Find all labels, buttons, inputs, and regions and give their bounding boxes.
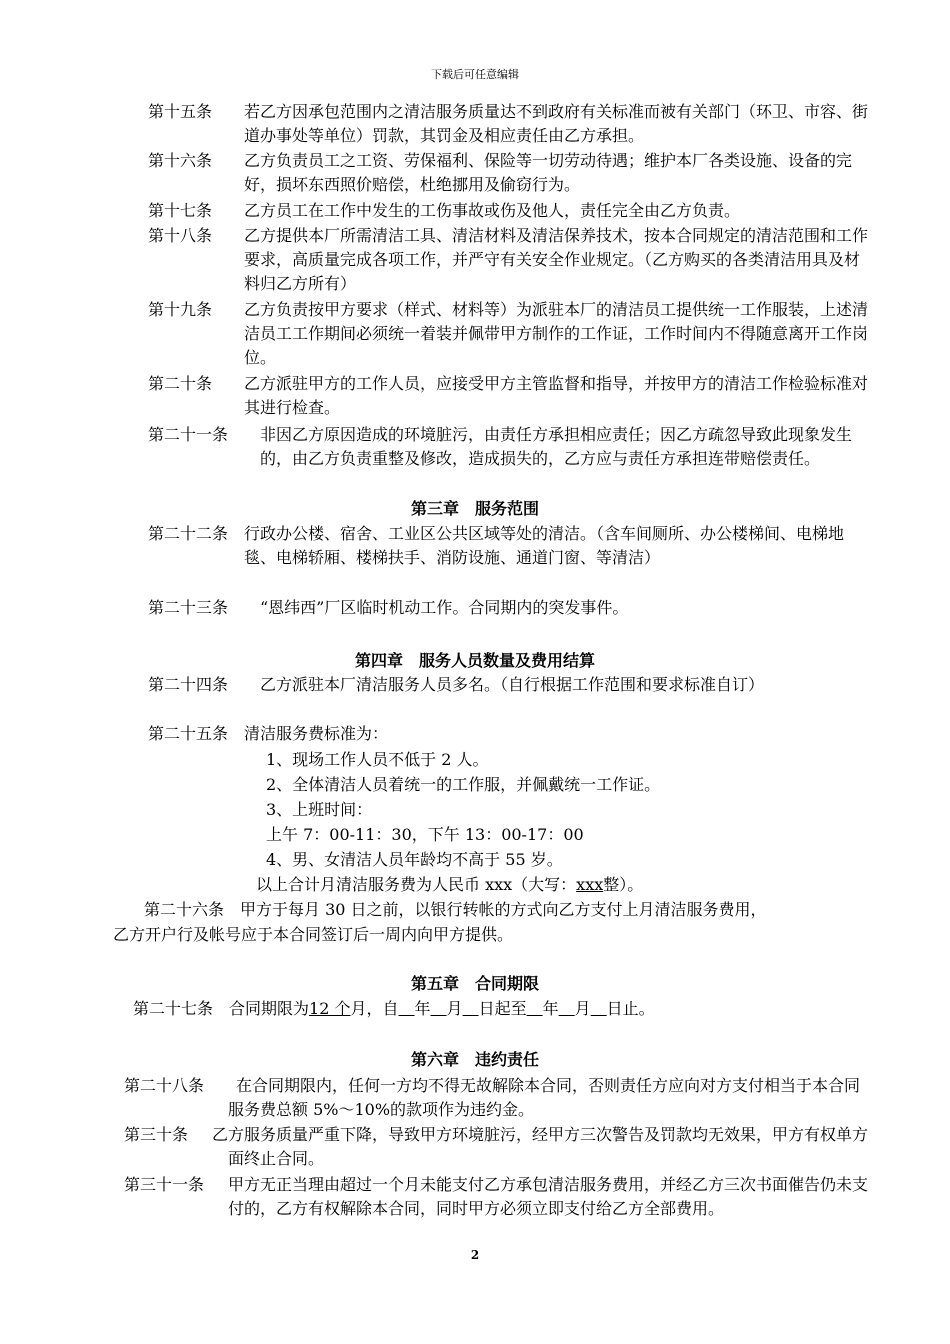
- page-number: 2: [470, 1248, 480, 1262]
- article-16: [148, 149, 868, 197]
- article-label: 第二十一条: [148, 425, 229, 444]
- article-25: [148, 722, 388, 746]
- article-text: 乙方负责员工之工资、劳保福利、保险等一切劳动待遇；维护本厂各类设施、设备的完好，损坏东西照价赔偿，杜绝挪用及偷窃行为。: [244, 151, 853, 194]
- article-21: [148, 423, 868, 471]
- article-23: [148, 596, 868, 620]
- total-fee-amount: xxx: [576, 875, 604, 894]
- total-fee-text: 以上合计月清洁服务费为人民币 xxx（大写：: [256, 875, 577, 894]
- article-label: 第十九条: [148, 300, 213, 319]
- article-text: “恩纬西”厂区临时机动工作。合同期内的突发事件。: [260, 598, 629, 617]
- list-item: 4、男、女清洁人员年龄均不高于 55 岁。: [266, 850, 563, 869]
- article-label: 第三十条: [124, 1125, 189, 1144]
- article-text: 乙方服务质量严重下降，导致甲方环境脏污，经甲方三次警告及罚款均无效果，甲方有权单方面终止合同。: [212, 1125, 869, 1168]
- article-label: 第二十条: [148, 374, 213, 393]
- article-label: 第十五条: [148, 102, 213, 121]
- article-31: [124, 1173, 870, 1221]
- article-text: 乙方提供本厂所需清洁工具、清洁材料及清洁保养技术，按本合同规定的清洁范围和工作要求，高质量完成各项工作，并严守有关安全作业规定。（乙方购买的各类清洁用具及材料归乙方所有）: [244, 226, 869, 293]
- article-label: 第二十二条: [148, 524, 229, 543]
- article-18: [148, 224, 868, 296]
- article-text: 非因乙方原因造成的环境脏污，由责任方承担相应责任；因乙方疏忽导致此现象发生的，由乙方负责重整及修改，造成损失的，乙方应与责任方承担连带赔偿责任。: [260, 425, 853, 468]
- article-label: 第三十一条: [124, 1175, 205, 1194]
- article-15: [148, 100, 868, 148]
- article-27: 第二十七条 合同期限为12 个月，自 年 月 日起至 年 月 日止。: [133, 999, 655, 1018]
- article-26-line-1: 第二十六条 甲方于每月 30 日之前，以银行转帐的方式向乙方支付上月清洁服务费用，: [144, 900, 767, 919]
- chapter-3-title: 第三章 服务范围: [410, 499, 539, 518]
- article-text: 乙方派驻甲方的工作人员，应接受甲方主管监督和指导，并按甲方的清洁工作检验标准对其进行检查。: [244, 374, 869, 417]
- chapter-4-title: 第四章 服务人员数量及费用结算: [354, 651, 595, 670]
- contract-months: 12 个: [309, 999, 351, 1018]
- article-label: 第十八条: [148, 226, 213, 245]
- article-22: [148, 522, 868, 570]
- article-26-line-2: 乙方开户行及帐号应于本合同签订后一周内向甲方提供。: [113, 925, 514, 944]
- article-17: [148, 199, 868, 223]
- article-label: 第二十三条: [148, 598, 229, 617]
- article-text: 在合同期限内，任何一方均不得无故解除本合同，否则责任方应向对方支付相当于本合同服务费总额 5%～10%的款项作为违约金。: [228, 1076, 861, 1119]
- list-item: 3、上班时间：: [266, 800, 373, 819]
- article-text: 甲方无正当理由超过一个月未能支付乙方承包清洁服务费用，并经乙方三次书面催告仍未支付的，乙方有权解除本合同，同时甲方必须立即支付给乙方全部费用。: [228, 1175, 869, 1218]
- article-label: 第二十五条: [148, 724, 229, 743]
- article-30: [124, 1123, 876, 1171]
- chapter-5-title: 第五章 合同期限: [410, 974, 539, 993]
- list-item: 2、全体清洁人员着统一的工作服，并佩戴统一工作证。: [266, 775, 661, 794]
- page-header: 下载后可任意编辑: [431, 68, 519, 81]
- article-label: 第二十八条: [124, 1076, 205, 1095]
- article-text: 乙方员工在工作中发生的工伤事故或伤及他人，责任完全由乙方负责。: [244, 201, 741, 220]
- list-item: 上午 7：00-11：30，下午 13：00-17：00: [266, 825, 584, 844]
- chapter-6-title: 第六章 违约责任: [410, 1050, 539, 1069]
- article-label: 第二十四条: [148, 675, 229, 694]
- article-text: 乙方派驻本厂清洁服务人员多名。（自行根据工作范围和要求标准自订）: [260, 675, 765, 694]
- article-text: 清洁服务费标准为：: [244, 724, 389, 743]
- article-20: [148, 372, 868, 420]
- total-fee-suffix: 整）。: [603, 875, 644, 894]
- article-text: 乙方负责按甲方要求（样式、材料等）为派驻本厂的清洁员工提供统一工作服装，上述清洁员工工作期间必须统一着装并佩带甲方制作的工作证，工作时间内不得随意离开工作岗位。: [244, 300, 869, 367]
- list-item: 1、现场工作人员不低于 2 人。: [266, 750, 489, 769]
- article-19: [148, 298, 868, 370]
- article-28: [124, 1074, 870, 1122]
- article-text: 若乙方因承包范围内之清洁服务质量达不到政府有关标准而被有关部门（环卫、市容、街道办事处等单位）罚款，其罚金及相应责任由乙方承担。: [244, 102, 869, 145]
- article-label: 第十七条: [148, 201, 213, 220]
- article-24: [148, 673, 868, 697]
- article-text: 行政办公楼、宿舍、工业区公共区域等处的清洁。（含车间厕所、办公楼梯间、电梯地毯、电梯轿厢、楼梯扶手、消防设施、通道门窗、等清洁）: [244, 524, 845, 567]
- total-fee-line: [256, 873, 643, 897]
- article-label: 第十六条: [148, 151, 213, 170]
